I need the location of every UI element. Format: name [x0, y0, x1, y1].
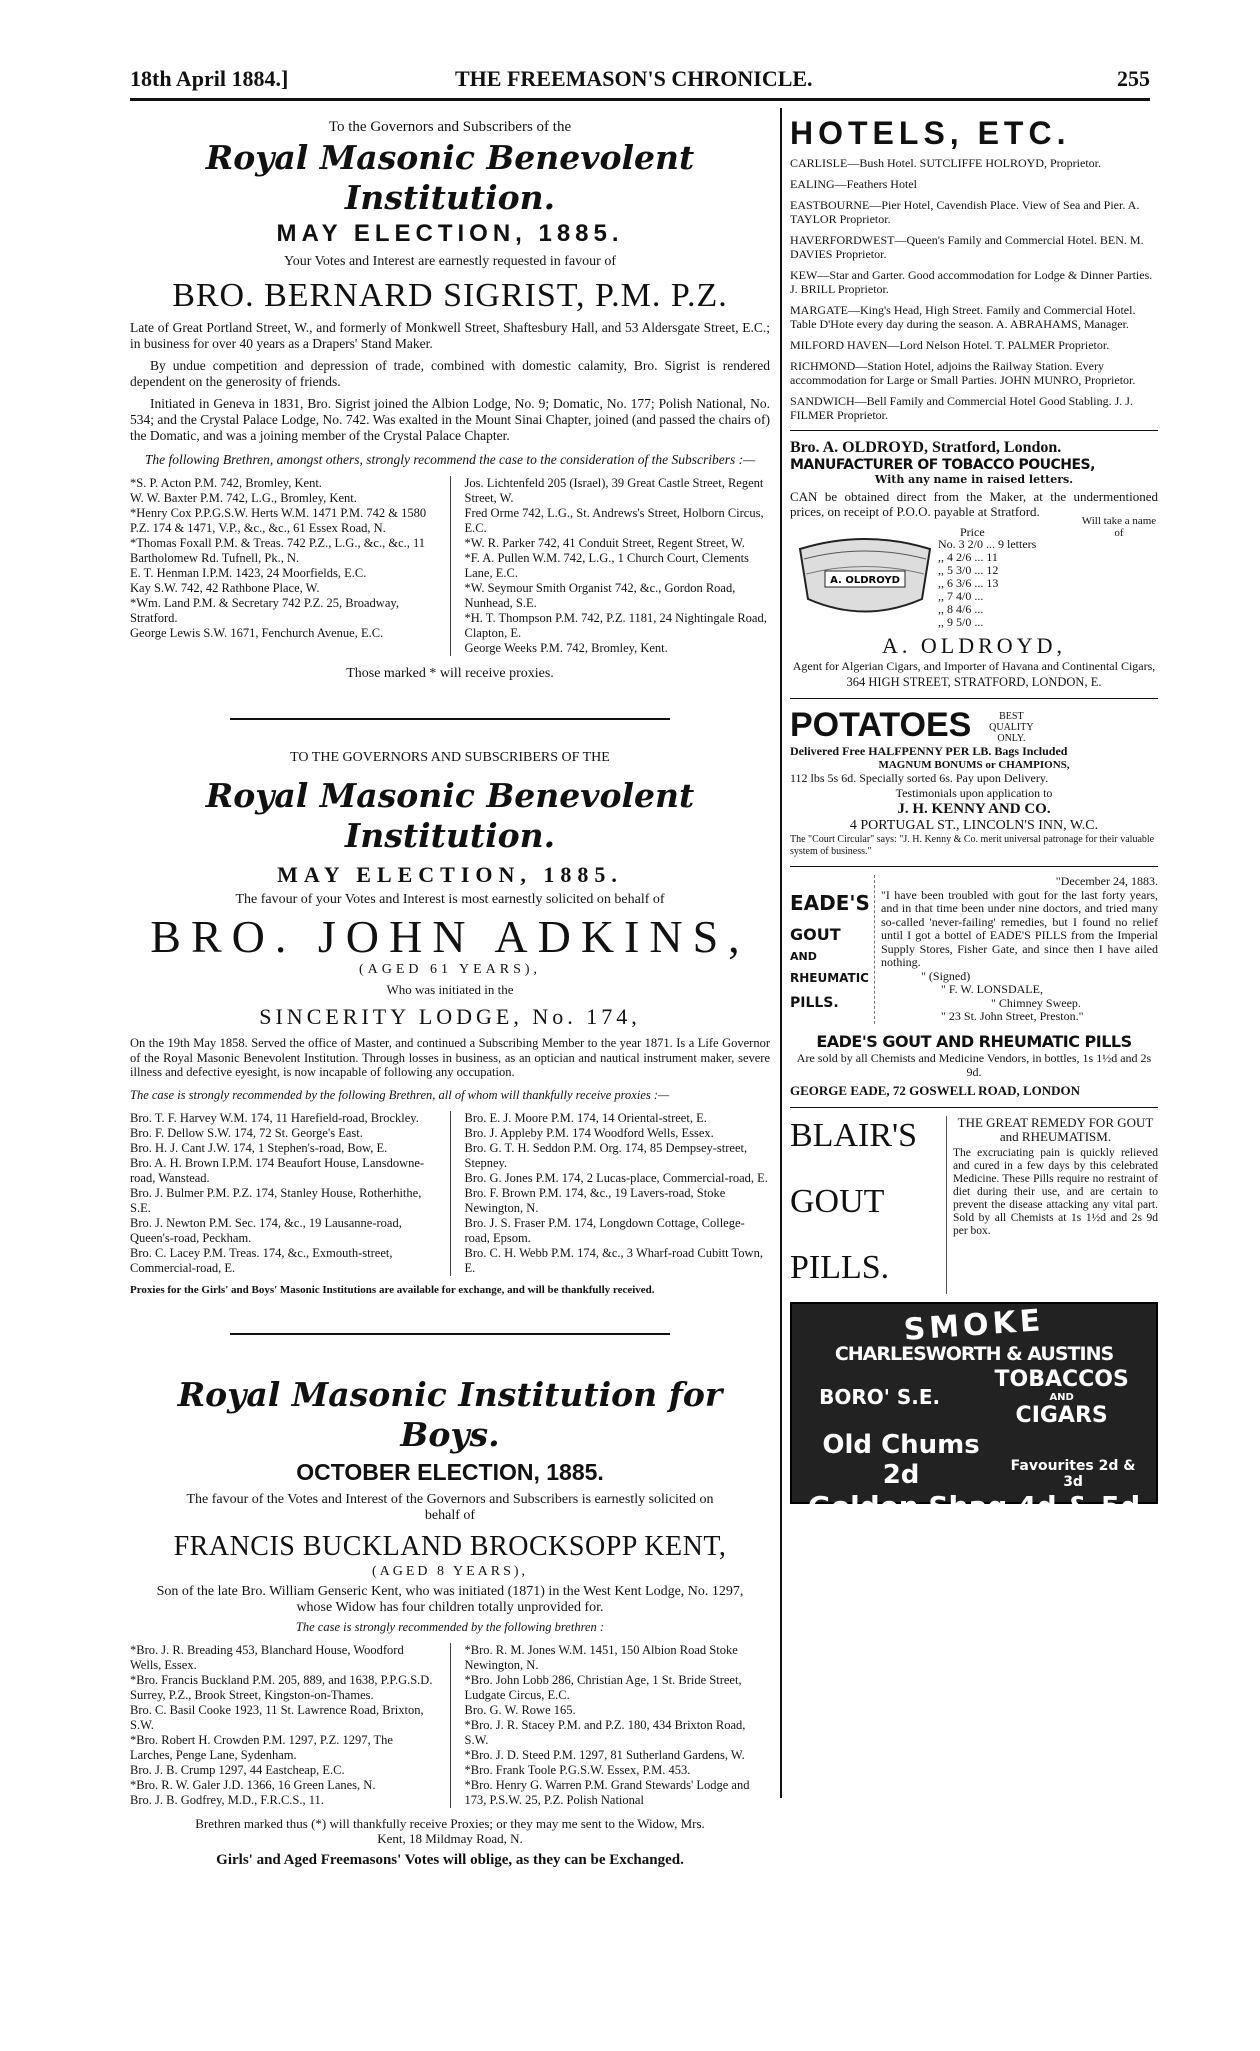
header-rule [130, 98, 1150, 101]
potatoes-quote: The "Court Circular" says: "J. H. Kenny & Co. merit universal patronage for their valuable system of business." [790, 834, 1155, 857]
ad1-right-list [465, 476, 771, 656]
eade-side-line: RHEUMATIC [790, 971, 869, 985]
tobacco-favourites: Favourites 2d & 3d [1010, 1457, 1136, 1490]
ad2-institution: Royal Masonic Benevolent Institution. [205, 776, 695, 855]
list-item: W. W. Baxter P.M. 742, L.G., Bromley, Kent. [130, 491, 357, 505]
eade-side [790, 875, 868, 1024]
hotel-entry: KEW—Star and Garter. Good accommodation for Lodge & Dinner Parties. J. BRILL Proprietor. [790, 268, 1153, 296]
ad1-para1: Late of Great Portland Street, W., and formerly of Monkwell Street, Shaftesbury Hall, and 53 Aldersgate Street, E.C.; in business for over 40 years as a Drapers' Stand Maker. [130, 320, 770, 351]
ad-divider [790, 866, 1158, 867]
list-item: George Lewis S.W. 1671, Fenchurch Avenue, E.C. [130, 626, 384, 640]
ad3-left-list [130, 1643, 436, 1808]
ad3-right-list [465, 1643, 771, 1808]
price-row: ,, 9 5/0 ... [938, 615, 984, 629]
eade-testimonial-block [874, 875, 1158, 1024]
list-item: Bro. C. H. Webb P.M. 174, &c., 3 Wharf-road Cubitt Town, E. [464, 1245, 763, 1275]
list-item: *Bro. J. D. Steed P.M. 1297, 81 Sutherland Gardens, W. [464, 1748, 745, 1762]
price-row: ,, 8 4/6 ... [938, 602, 984, 616]
ad3-final: Girls' and Aged Freemasons' Votes will oblige, as they can be Exchanged. [216, 1852, 684, 1868]
hotel-entry: MILFORD HAVEN—Lord Nelson Hotel. T. PALMER Proprietor. [790, 338, 1110, 352]
potatoes-line4: Testimonials upon application to [895, 786, 1053, 800]
price-row: ,, 5 3/0 ... 12 [938, 563, 999, 577]
list-item: Bro. J. S. Fraser P.M. 174, Longdown Cottage, College-road, Epsom. [464, 1215, 745, 1245]
ad2-age: (AGED 61 YEARS), [358, 962, 542, 977]
list-item: Bro. J. Newton P.M. Sec. 174, &c., 19 Lausanne-road, Queen's-road, Peckham. [130, 1215, 402, 1245]
tobacco-and: AND [1049, 1391, 1074, 1403]
list-item: Bro. J. Appleby P.M. 174 Woodford Wells, Essex. [464, 1125, 714, 1140]
oldroyd-heading: Bro. A. OLDROYD, Stratford, London. [790, 439, 1062, 456]
list-item: Bro. J. Bulmer P.M. P.Z. 174, Stanley House, Rotherhithe, S.E. [130, 1185, 422, 1215]
ad-eade [790, 875, 1158, 1099]
list-item: Bro. G. Jones P.M. 174, 2 Lucas-place, Commercial-road, E. [464, 1170, 768, 1185]
oldroyd-name: A. OLDROYD, [882, 633, 1066, 658]
tobacco-oldchums: Old Chums 2d [822, 1429, 980, 1490]
ad-adkins [130, 750, 770, 1297]
blair-remedy: THE GREAT REMEDY FOR GOUT and RHEUMATISM. [957, 1114, 1154, 1144]
list-divider [450, 476, 451, 656]
list-item: Bro. A. H. Brown I.P.M. 174 Beaufort House, Lansdowne-road, Wanstead. [130, 1155, 425, 1185]
eade-role: " Chimney Sweep. [991, 995, 1081, 1010]
ad1-left-list [130, 476, 436, 656]
list-item: *Bro. J. R. Stacey P.M. and P.Z. 180, 434 Brixton Road, S.W. [464, 1718, 746, 1747]
tobacco-golden: Golden Shag 4d & 5d [807, 1489, 1141, 1523]
eade-signed: " (Signed) [921, 968, 971, 983]
price-list [938, 538, 1158, 629]
eade-date: "December 24, 1883. [1055, 874, 1158, 888]
list-item: Fred Orme 742, L.G., St. Andrews's Street, Holborn Circus, E.C. [464, 506, 764, 535]
oldroyd-body: CAN be obtained direct from the Maker, at the undermentioned prices, on receipt of P.O.O. payable at Stratford. [790, 489, 1158, 519]
ad-divider [790, 698, 1158, 699]
hotel-entry: SANDWICH—Bell Family and Commercial Hotel Good Stabling. J. J. FILMER Proprietor. [790, 394, 1133, 422]
eade-side-line: EADE'S [790, 891, 870, 915]
blair-text: The excruciating pain is quickly relieved and cured in a few days by this celebrated Medicine. These Pills require no restraint of diet during their use, and are certain to prevent the disease attacking any vital part. Sold by all Chemists at 1s 1½d and 2s 9d per box. [953, 1146, 1158, 1237]
ad2-candidate: BRO. JOHN ADKINS, [150, 911, 750, 962]
will-take: Will take a name of [1081, 515, 1157, 539]
oldroyd-address: 364 HIGH STREET, STRATFORD, LONDON, E. [846, 675, 1102, 689]
list-item: Bro. C. Basil Cooke 1923, 11 St. Lawrence Road, Brixton, S.W. [130, 1703, 424, 1732]
ad1-request: Your Votes and Interest are earnestly requested in favour of [283, 254, 617, 269]
oldroyd-with: With any name in raised letters. [874, 473, 1074, 486]
eade-side-line: PILLS. [790, 995, 839, 1011]
ad1-to: To the Governors and Subscribers of the [328, 119, 572, 135]
ad1-election: MAY ELECTION, 1885. [276, 220, 624, 247]
ad-divider [230, 718, 670, 720]
ad-divider [790, 430, 1158, 431]
list-item: Kay S.W. 742, 42 Rathbone Place, W. [130, 581, 320, 595]
blair-word: BLAIR'S [790, 1116, 918, 1154]
ad1-para2: By undue competition and depression of trade, combined with domestic calamity, Bro. Sigrist is rendered dependent on the generosity of friends. [130, 358, 770, 389]
header-page-number: 255 [1117, 66, 1150, 91]
ad1-brethren-lists [130, 476, 770, 656]
tobacco-cigars: CIGARS [1015, 1402, 1108, 1428]
ad3-para: Son of the late Bro. William Genseric Kent, who was initiated (1871) in the West Kent Lodge, No. 1297, whose Widow has four children totally unprovided for. [156, 1584, 744, 1615]
list-item: *Bro. Henry G. Warren P.M. Grand Stewards' Lodge and 173, P.S.W. 25, P.Z. Polish National [464, 1778, 750, 1807]
price-head: Price [960, 525, 985, 539]
oldroyd-agent: Agent for Algerian Cigars, and Importer of Havana and Continental Cigars, [792, 659, 1156, 673]
blair-word: GOUT [790, 1182, 885, 1220]
hotel-entry: CARLISLE—Bush Hotel. SUTCLIFFE HOLROYD, Proprietor. [790, 156, 1102, 170]
tobacco-pouch-icon [790, 529, 940, 629]
list-divider [450, 1111, 451, 1276]
tobacco-brand: CHARLESWORTH & AUSTINS [834, 1342, 1114, 1365]
list-item: *S. P. Acton P.M. 742, Bromley, Kent. [130, 476, 322, 490]
header-date: 18th April 1884.] [130, 66, 289, 91]
potatoes-line2: MAGNUM BONUMS or CHAMPIONS, [878, 759, 1070, 771]
ad1-recommend: The following Brethren, amongst others, strongly recommend the case to the consideration of the Subscribers :— [144, 452, 756, 467]
list-item: *Bro. R. W. Galer J.D. 1366, 16 Green Lanes, N. [130, 1778, 376, 1792]
ad3-age: (AGED 8 YEARS), [371, 1564, 529, 1579]
list-item: E. T. Henman I.P.M. 1423, 24 Moorfields, E.C. [130, 566, 367, 580]
ad2-to: TO THE GOVERNORS AND SUBSCRIBERS OF THE [290, 750, 610, 765]
potatoes-company: J. H. KENNY AND CO. [897, 801, 1051, 817]
ad1-proxies: Those marked * will receive proxies. [346, 666, 554, 681]
ad-potatoes [790, 707, 1158, 858]
eade-addr: " 23 St. John Street, Preston." [941, 1009, 1084, 1023]
list-item: Bro. G. W. Rowe 165. [464, 1703, 576, 1717]
hotel-entry: HAVERFORDWEST—Queen's Family and Commercial Hotel. BEN. M. DAVIES Proprietor. [790, 233, 1144, 261]
ad3-candidate: FRANCIS BUCKLAND BROCKSOPP KENT, [173, 1531, 727, 1562]
potatoes-line3: 112 lbs 5s 6d. Specially sorted 6s. Pay upon Delivery. [790, 771, 1049, 785]
ad2-right-list [465, 1111, 771, 1276]
eade-sold: Are sold by all Chemists and Medicine Vendors, in bottles, 1s 1½d and 2s 9d. [796, 1050, 1152, 1079]
eade-side-line: GOUT [790, 925, 841, 944]
ad-divider [230, 1333, 670, 1335]
ad3-brethren-lists [130, 1643, 770, 1808]
ad-divider [790, 1107, 1158, 1108]
price-row: ,, 7 4/0 ... [938, 589, 984, 603]
list-item: Jos. Lichtenfeld 205 (Israel), 39 Great Castle Street, Regent Street, W. [464, 476, 764, 505]
list-item: Bro. F. Dellow S.W. 174, 72 St. George's East. [130, 1125, 363, 1140]
ad1-institution: Royal Masonic Benevolent Institution. [205, 138, 695, 217]
oldroyd-sub: MANUFACTURER OF TOBACCO POUCHES, [790, 457, 1095, 473]
list-item: *Bro. John Lobb 286, Christian Age, 1 St. Bride Street, Ludgate Circus, E.C. [464, 1673, 742, 1702]
column-rule [780, 108, 782, 1798]
price-row: No. 3 2/0 ... 9 letters [938, 537, 1037, 551]
list-item: *Bro. J. R. Breading 453, Blanchard House, Woodford Wells, Essex. [130, 1643, 404, 1672]
potatoes-heading: POTATOES [790, 706, 972, 744]
ad-tobacco [790, 1302, 1158, 1523]
eade-testimonial: "I have been troubled with gout for the last forty years, and in that time been under nine doctors, and tried many so-called 'never-failing' remedies, but I found no relief until I got a bottel of EADE'S PILLS from the Imperial Supply Stores, Fisher Gate, and since then I have ailed nothing. [881, 887, 1158, 969]
ad2-election: MAY ELECTION, 1885. [277, 862, 623, 887]
ad3-institution: Royal Masonic Institution for Boys. [177, 1375, 723, 1454]
right-column [790, 115, 1158, 1523]
list-item: *Bro. Frank Toole P.G.S.W. Essex, P.M. 453. [464, 1763, 691, 1777]
ad2-brethren-lists [130, 1111, 770, 1276]
header-title: THE FREEMASON'S CHRONICLE. [455, 66, 813, 91]
eade-heading: EADE'S GOUT AND RHEUMATIC PILLS [816, 1031, 1132, 1051]
ad1-para3: Initiated in Geneva in 1831, Bro. Sigrist joined the Albion Lodge, No. 9; Domatic, No. 177; Polish National, No. 534; and the Crystal Palace Lodge, No. 742. Was exalted in the Mount Sinai Chapter, joined (and passed the chairs of) the Domatic, and was a joining member of the Crystal Palace Chapter. [130, 396, 770, 443]
tobacco-boro: BORO' S.E. [819, 1385, 941, 1409]
eade-signer: " F. W. LONSDALE, [941, 982, 1043, 996]
ad-blair [790, 1116, 1158, 1294]
hotel-entry: MARGATE—King's Head, High Street. Family and Commercial Hotel. Table D'Hote every day during the season. A. ABRAHAMS, Manager. [790, 303, 1136, 331]
ad2-footer: Proxies for the Girls' and Boys' Masonic Institutions are available for exchange, and will be thankfully received. [130, 1283, 655, 1296]
list-item: *Bro. Francis Buckland P.M. 205, 889, and 1638, P.P.G.S.D. Surrey, P.Z., Brook Street, Kingston-on-Thames. [130, 1673, 433, 1702]
potatoes-address: 4 PORTUGAL ST., LINCOLN'S INN, W.C. [849, 818, 1099, 833]
pouch-label: A. OLDROYD [830, 575, 900, 586]
hotel-entry: RICHMOND—Station Hotel, adjoins the Railway Station. Every accommodation for Large or Small Parties. JOHN MUNRO, Proprietor. [790, 359, 1136, 387]
ad3-recommend: The case is strongly recommended by the following brethren : [295, 1620, 605, 1634]
list-item: Bro. G. T. H. Seddon P.M. Org. 174, 85 Dempsey-street, Stepney. [464, 1140, 748, 1170]
list-item: Bro. H. J. Cant J.W. 174, 1 Stephen's-road, Bow, E. [130, 1140, 388, 1155]
ad3-footer: Brethren marked thus (*) will thankfully receive Proxies; or they may me sent to the Widow, Mrs. Kent, 18 Mildmay Road, N. [195, 1816, 705, 1846]
eade-side-line: AND [790, 950, 817, 963]
left-column [130, 115, 770, 1869]
ad2-recommend: The case is strongly recommended by the following Brethren, all of whom will thankfully receive proxies :— [130, 1087, 670, 1102]
list-item: Bro. J. B. Godfrey, M.D., F.R.C.S., 11. [130, 1793, 324, 1807]
price-row: ,, 4 2/6 ... 11 [938, 550, 998, 564]
list-item: *F. A. Pullen W.M. 742, L.G., 1 Church Court, Clements Lane, E.C. [464, 551, 749, 580]
tobacco-smoke: SMOKE [902, 1302, 1046, 1348]
ad2-request: The favour of your Votes and Interest is most earnestly solicited on behalf of [235, 892, 665, 907]
ad2-para: On the 19th May 1858. Served the office of Master, and continued a Subscribing Member to the year 1871. Is a Life Governor of the Royal Masonic Benevolent Institution. Through losses in business, as an optician and nautical instrument maker, severe illness and defective eyesight, is now incapable of following any occupation. [130, 1036, 770, 1079]
list-item: *Wm. Land P.M. & Secretary 742 P.Z. 25, Broadway, Stratford. [130, 596, 399, 625]
hotels-list [790, 156, 1158, 422]
potatoes-line1: Delivered Free HALFPENNY PER LB. Bags Included [790, 744, 1068, 758]
list-item: Bro. E. J. Moore P.M. 174, 14 Oriental-street, E. [464, 1110, 707, 1125]
list-divider [450, 1643, 451, 1808]
oldroyd-price-block [790, 515, 1158, 633]
running-header [130, 66, 1150, 98]
list-item: *Thomas Foxall P.M. & Treas. 742 P.Z., L.G., &c., &c., 11 Bartholomew Rd. Tufnell, Pk., N. [130, 536, 426, 565]
list-item: *W. R. Parker 742, 41 Conduit Street, Regent Street, W. [464, 536, 745, 550]
list-item: *Henry Cox P.P.G.S.W. Herts W.M. 1471 P.M. 742 & 1580 P.Z. 174 & 1471, V.P., &c., &c., 61 Essex Road, N. [130, 506, 427, 535]
list-item: *Bro. Robert H. Crowden P.M. 1297, P.Z. 1297, The Larches, Penge Lane, Sydenham. [130, 1733, 393, 1762]
hotel-entry: EASTBOURNE—Pier Hotel, Cavendish Place. View of Sea and Pier. A. TAYLOR Proprietor. [790, 198, 1140, 226]
ad-kent [130, 1375, 770, 1869]
list-item: Bro. F. Brown P.M. 174, &c., 19 Lavers-road, Stoke Newington, N. [464, 1185, 726, 1215]
list-item: *W. Seymour Smith Organist 742, &c., Gordon Road, Nunhead, S.E. [464, 581, 736, 610]
ad2-lodge: SINCERITY LODGE, No. 174, [259, 1004, 641, 1029]
price-row: ,, 6 3/6 ... 13 [938, 576, 999, 590]
list-item: Bro. J. B. Crump 1297, 44 Eastcheap, E.C. [130, 1763, 345, 1777]
ad3-request: The favour of the Votes and Interest of the Governors and Subscribers is earnestly solicited on behalf of [186, 1492, 714, 1523]
ad-oldroyd [790, 439, 1158, 690]
blair-left [790, 1116, 940, 1294]
ad2-initiated: Who was initiated in the [386, 982, 514, 997]
list-item: Bro. T. F. Harvey W.M. 174, 11 Harefield-road, Brockley. [130, 1110, 419, 1125]
tobacco-tobaccos: TOBACCOS [994, 1366, 1129, 1392]
hotels-heading: HOTELS, ETC. [790, 115, 1071, 151]
eade-maker: GEORGE EADE, 72 GOSWELL ROAD, LONDON [790, 1082, 1081, 1098]
list-item: *H. T. Thompson P.M. 742, P.Z. 1181, 24 Nightingale Road, Clapton, E. [464, 611, 767, 640]
hotel-entry: EALING—Feathers Hotel [790, 177, 917, 191]
ad3-election: OCTOBER ELECTION, 1885. [296, 1459, 604, 1485]
list-item: *Bro. R. M. Jones W.M. 1451, 150 Albion Road Stoke Newington, N. [464, 1643, 738, 1672]
ad1-candidate: BRO. BERNARD SIGRIST, P.M. P.Z. [172, 277, 728, 314]
potatoes-best: BEST QUALITY ONLY. [989, 711, 1034, 744]
ad2-left-list [130, 1111, 436, 1276]
list-item: George Weeks P.M. 742, Bromley, Kent. [464, 641, 668, 655]
blair-right [946, 1116, 1158, 1294]
list-item: Bro. C. Lacey P.M. Treas. 174, &c., Exmouth-street, Commercial-road, E. [130, 1245, 393, 1275]
ad-sigrist [130, 119, 770, 682]
blair-word: PILLS. [790, 1248, 890, 1286]
